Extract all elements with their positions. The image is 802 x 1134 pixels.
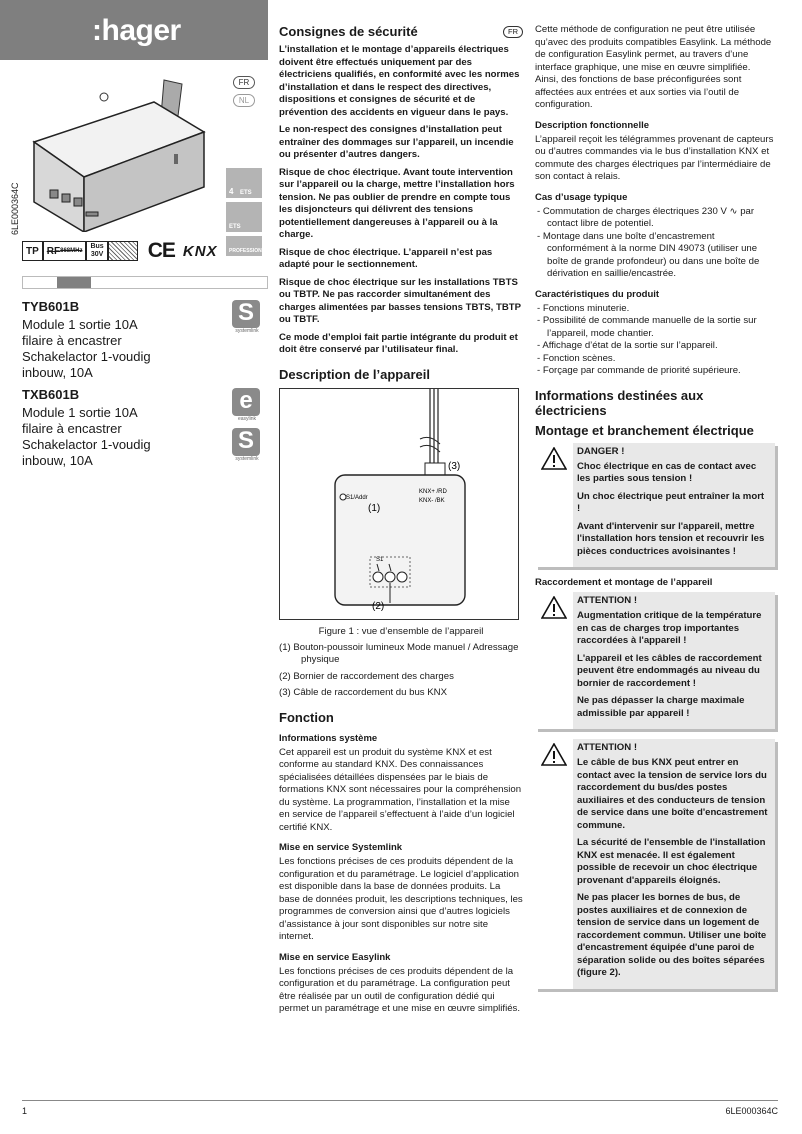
fonction-title: Fonction (279, 709, 334, 725)
safety-para: L’installation et le montage d’appareils électriques doivent être effectués uniquement par des électriciens qualifiés, en conformité avec les normes d’installation et dans le respect des directives, dispositions et consignes de sécurité et de prévention des accidents en vigueur dans le pays. (279, 44, 520, 118)
software-thumbnails (226, 168, 269, 260)
button-label: S1/Addr (346, 494, 368, 501)
systemlink-logo-2: S systemlink (232, 428, 262, 462)
safety-para: Risque de choc électrique. L’appareil n’est pas adapté pour le sectionnement. (279, 246, 493, 270)
easylink-logo: e easylink (232, 388, 262, 422)
ets-thumb-2: ETS (226, 202, 262, 232)
middle-column (279, 24, 523, 1021)
attention-box-2: ATTENTION ! Le câble de bus KNX peut entrer en contact avec la tension de service lors du raccordement du bus/des postes auxiliaires et des conducteurs de tension de service dans une boîte d'encastrement commune. La sécurité de l'ensemble de l'installation KNX est menacée. Il est également possible de recevoir un choc électrique provenant d'appareils éloignés. Ne pas placer les bornes de bus, de postes auxiliaires et de connexion de tension de service dans un logement de raccordement commun. Utiliser une boîte d'encastrement équipée d'une paroi de séparation solide ou des boîtes séparées (figure 2). (535, 739, 775, 989)
callout-2: (2) (372, 600, 385, 612)
systemlink-logo: S systemlink (232, 300, 262, 334)
description-title: Description de l’appareil (279, 366, 430, 382)
brand-bar (0, 0, 268, 60)
func-description-text: L’appareil reçoit les télégrammes provenant de capteurs ou d’autres commandes via le bus d’installation KNX et commute des charges électriques par l’intermédiaire de son contact à relais. (535, 133, 774, 182)
electrician-info-title: Informations destinées aux électriciens (535, 387, 704, 418)
doc-ref-vertical: 6LE000364C (10, 182, 20, 235)
list-item: - Commutation de charges électriques 230 V ∿ par contact libre de potentiel. (537, 205, 755, 229)
systemlink-icon: S (232, 300, 260, 328)
func-description-title: Description fonctionnelle (535, 119, 650, 131)
ets-thumb: 4 ETS (226, 168, 262, 198)
callout-1: (1) (368, 502, 381, 514)
attention-title: ATTENTION ! (577, 595, 638, 606)
safety-para: Risque de choc électrique. Avant toute intervention sur l’appareil ou la charge, mettre l’installation hors tension. Ne pas oublier de prendre en compte tous les disjoncteurs qui délivrent des tensions potentiellement dangereuses à l’appareil ou à la charge. (279, 166, 515, 240)
safety-para: Risque de choc électrique sur les installations TBTS ou TBTP. Ne pas raccorder simultanément des charges alimentées par basses tensions TBTS, TBTP ou TBTF. (279, 276, 521, 325)
right-column (535, 24, 775, 999)
knx-logo: KNX (182, 242, 218, 260)
list-item: - Affichage d’état de la sortie sur l’appareil. (537, 340, 718, 351)
usage-title: Cas d’usage typique (535, 191, 628, 203)
hatched-mark (108, 241, 138, 261)
product-tyb601b: TYB601B Module 1 sortie 10A filaire à encastrer Schakelactor 1-voudig inbouw, 10A (22, 299, 222, 381)
section-bar (22, 276, 268, 289)
product-code: TYB601B (22, 299, 80, 314)
danger-title: DANGER ! (577, 445, 625, 457)
warning-triangle-icon (541, 743, 567, 766)
easylink-intro: Cette méthode de configuration ne peut être utilisée qu’avec des produits compatibles Easylink. La méthode de configuration Easylink permet, au travers d’une interface graphique, une mise en œuvre simplifiée. Ainsi, des fonctions de base préconfigurées sont affectées aux entrées et aux sorties via l’outil de configuration. (535, 24, 772, 110)
easylink-title: Mise en service Easylink (279, 951, 391, 963)
cover-column (0, 0, 268, 1090)
ets-pro-thumb: PROFESSIONAL (226, 236, 262, 256)
footer-doc-ref: 6LE000364C (725, 1106, 778, 1116)
list-item: - Montage dans une boîte d’encastrement conformément à la norme DIN 49073 (utiliser une boîte de grande profondeur) ou dans une boîte de dérivation en saillie/encastrée. (537, 230, 760, 279)
ce-mark: CE (147, 239, 175, 262)
legend-item: (3) Câble de raccordement du bus KNX (279, 687, 447, 698)
list-item: - Fonction scènes. (537, 352, 616, 364)
attention-box-1: ATTENTION ! Augmentation critique de la température en cas de charges trop importantes raccordées à l'appareil ! L'appareil et les câbles de raccordement peuvent être endommagés au niveau du bornier de raccordement ! Ne pas dépasser la charge maximale admissible par appareil ! (535, 592, 775, 729)
safety-para: Le non-respect des consignes d’installation peut entraîner des dommages sur l’appareil, un incendie ou présenter d’autres dangers. (279, 124, 514, 160)
legend-item: (1) Bouton-poussoir lumineux Mode manuel / Adressage physique (279, 641, 519, 665)
lang-badge-nl: NL (233, 94, 255, 107)
warning-triangle-icon (541, 596, 567, 619)
bus-mark: Bus 30V (86, 241, 107, 261)
raccordement-title: Raccordement et montage de l’appareil (535, 577, 713, 588)
tp-mark: TP (22, 241, 43, 261)
easylink-text: Les fonctions précises de ces produits dépendent de la configuration et du paramétrage. La configuration peut être réalisée par un outil de configuration dédié qui permet un paramétrage et une mise en œuvre simplifiés. (279, 965, 521, 1014)
danger-box: DANGER ! Choc électrique en cas de contact avec les parties sous tension ! Un choc électrique peut entraîner la mort ! Avant d'intervenir sur l'appareil, mettre l'installation hors tension et recouvrir les pièces conductrices avoisinantes ! (535, 443, 775, 568)
certification-row (22, 240, 218, 262)
language-badges (233, 76, 255, 112)
lang-badge-fr: FR (503, 26, 523, 38)
page-number: 1 (22, 1106, 28, 1116)
callout-3: (3) (448, 460, 461, 472)
usage-list (535, 206, 775, 281)
characteristics-list (535, 303, 775, 378)
device-illustration (14, 62, 214, 232)
knx-minus-label: KNX- /BK (419, 497, 445, 504)
systemlink-title: Mise en service Systemlink (279, 842, 403, 853)
list-item: - Forçage par commande de priorité supérieure. (537, 365, 741, 376)
systemlink-icon: S (232, 428, 260, 456)
system-info-title: Informations système (279, 732, 378, 744)
product-txb601b: TXB601B Module 1 sortie 10A filaire à encastrer Schakelactor 1-voudig inbouw, 10A (22, 387, 222, 469)
safety-para: Ce mode d’emploi fait partie intégrante du produit et doit être conservé par l’utilisateur final. (279, 331, 518, 355)
characteristics-title: Caractéristiques du produit (535, 288, 660, 300)
list-item: - Possibilité de commande manuelle de la sortie sur l’appareil, mode chantier. (537, 315, 757, 339)
list-item: - Fonctions minuterie. (537, 302, 630, 314)
montage-title: Montage et branchement électrique (535, 422, 754, 438)
figure-caption: Figure 1 : vue d’ensemble de l’appareil (318, 625, 484, 637)
system-info-text: Cet appareil est un produit du système KNX et est conforme au standard KNX. Des connaissances spécialisées détaillées dispensées par le biais de formations KNX sont nécessaires pour la compréhension du système. La programmation, l’installation et la mise en service de l’appareil s’effectuent à l’aide d’un logiciel certifié KNX. (279, 746, 522, 833)
knx-plus-label: KNX+ /RD (419, 488, 447, 495)
product-code: TXB601B (22, 387, 80, 402)
brand-logo: :hager (92, 14, 181, 47)
footer-rule (22, 1100, 778, 1101)
safety-title: Consignes de sécurité (279, 24, 418, 39)
s1-label: S1 (376, 556, 384, 563)
device-diagram (280, 389, 518, 619)
figure-1 (279, 388, 519, 620)
warning-triangle-icon (541, 447, 567, 470)
rf-mark: RF 868MHz (43, 241, 87, 261)
systemlink-text: Les fonctions précises de ces produits dépendent de la configuration et du paramétrage. Le logiciel d’application est disponible dans la base de données produits. La base de données produit, les descriptions techniques, les programmes de conversion ainsi que d’autres logiciels d’assistance à jour sont disponibles sur notre site internet. (279, 856, 523, 942)
easylink-icon: e (232, 388, 260, 416)
legend-item: (2) Bornier de raccordement des charges (279, 670, 454, 682)
lang-badge-fr: FR (233, 76, 255, 89)
product-list (22, 299, 222, 475)
attention-title: ATTENTION ! (577, 742, 638, 753)
